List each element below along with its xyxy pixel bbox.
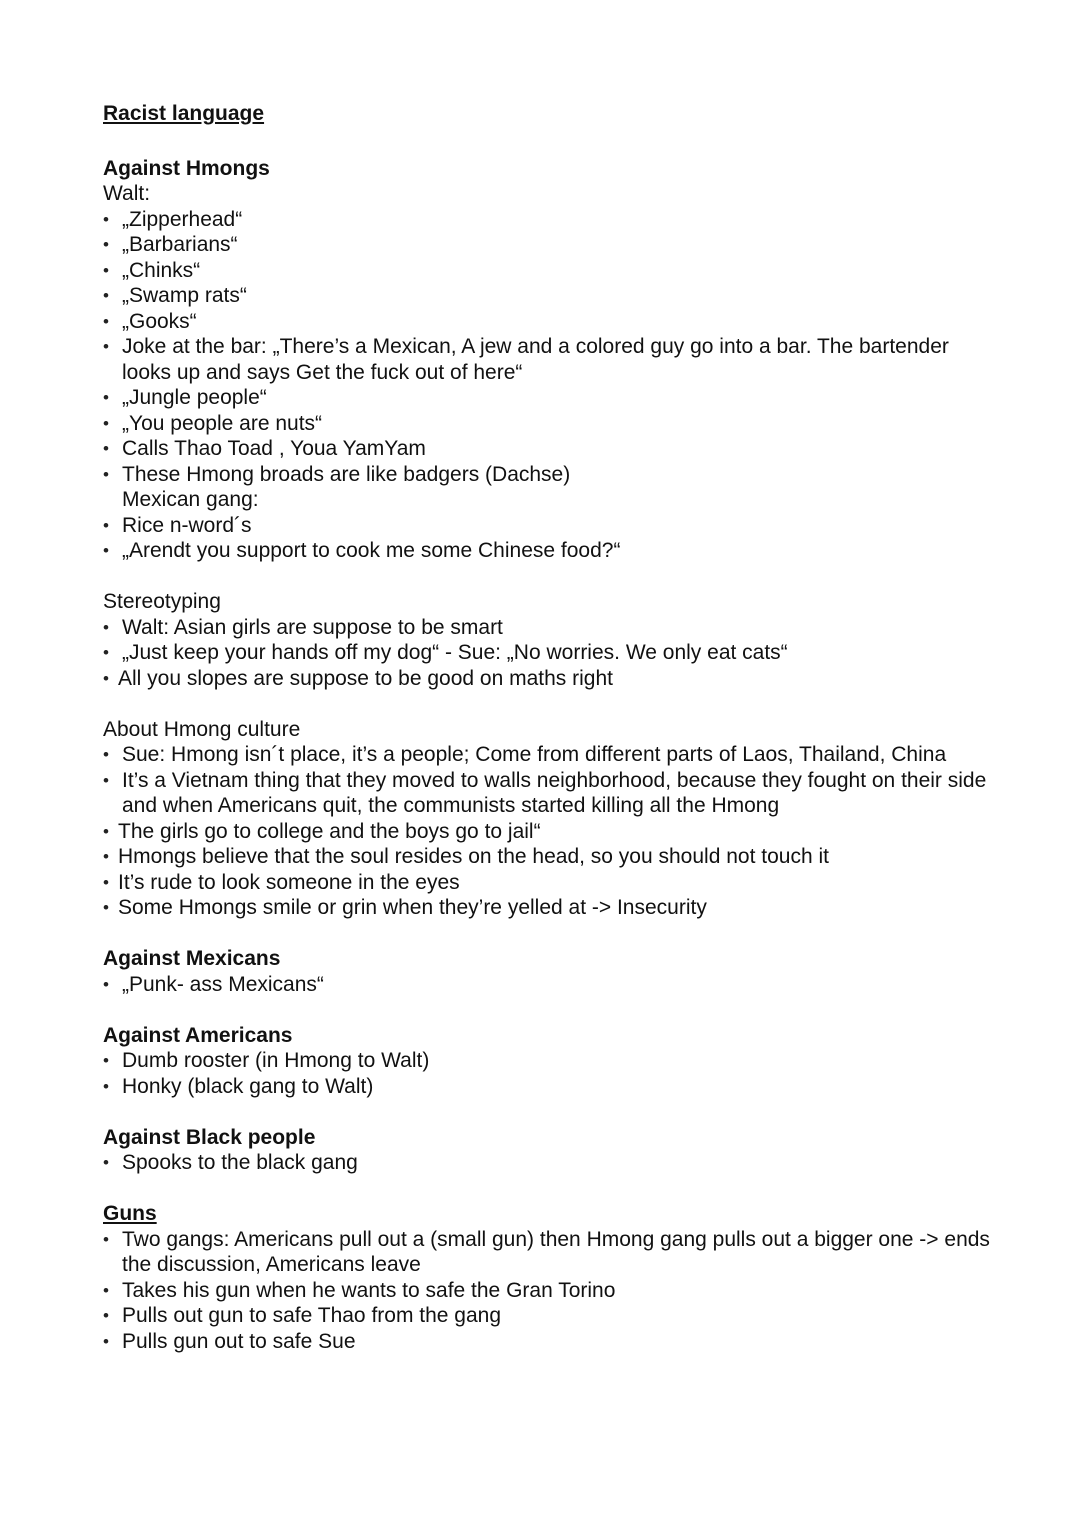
list-item: • Sue: Hmong isn´t place, it’s a people; Come from different parts of Laos, Thailand, China (103, 742, 1003, 768)
list-item: • „Just keep your hands off my dog“ - Sue: „No worries. We only eat cats“ (103, 640, 1003, 666)
heading-guns: Guns (103, 1202, 157, 1225)
culture-list-2 (103, 819, 1003, 921)
stereotyping-list-2 (103, 666, 1003, 692)
list-item: • „Chinks“ (103, 258, 1003, 284)
list-item: • Walt: Asian girls are suppose to be smart (103, 615, 1003, 641)
culture-list (103, 742, 1003, 819)
list-item: • „Gooks“ (103, 309, 1003, 335)
heading-against-hmongs: Against Hmongs (103, 156, 270, 180)
heading-against-americans: Against Americans (103, 1023, 293, 1047)
list-item: • Rice n-word´s (103, 513, 1003, 539)
black-list (103, 1150, 1003, 1176)
list-item: • „Swamp rats“ (103, 283, 1003, 309)
guns-list (103, 1227, 1003, 1355)
list-item: • „Punk- ass Mexicans“ (103, 972, 1003, 998)
list-item: • Honky (black gang to Walt) (103, 1074, 1003, 1100)
list-item: • Some Hmongs smile or grin when they’re yelled at -> Insecurity (103, 895, 1003, 921)
list-item: • Pulls gun out to safe Sue (103, 1329, 1003, 1355)
list-item: • „Arendt you support to cook me some Chinese food?“ (103, 538, 1003, 564)
heading-stereotyping: Stereotyping (103, 590, 221, 613)
list-item: • Joke at the bar: „There’s a Mexican, A jew and a colored guy go into a bar. The bartender looks up and says Get the fuck out of here“ (103, 334, 1003, 385)
list-item: • „Jungle people“ (103, 385, 1003, 411)
heading-against-mexicans: Against Mexicans (103, 947, 281, 970)
hmongs-list (103, 207, 1003, 564)
list-item: • Hmongs believe that the soul resides on the head, so you should not touch it (103, 844, 1003, 870)
heading-about-hmong-culture: About Hmong culture (103, 717, 301, 741)
list-item: • Calls Thao Toad , Youa YamYam (103, 436, 1003, 462)
list-item: • These Hmong broads are like badgers (Dachse) (103, 462, 1003, 488)
speaker-label: Walt: (103, 182, 151, 205)
list-item: • Takes his gun when he wants to safe the Gran Torino (103, 1278, 1003, 1304)
list-item: • It’s a Vietnam thing that they moved to walls neighborhood, because they fought on their side and when Americans quit, the communists started killing all the Hmong (103, 768, 1003, 819)
mexicans-list (103, 972, 1003, 998)
list-item: • Pulls out gun to safe Thao from the gang (103, 1303, 1003, 1329)
subheading-mexican-gang: Mexican gang: (122, 488, 259, 511)
list-item: • „Zipperhead“ (103, 207, 1003, 233)
document-title: Racist language (103, 102, 265, 125)
list-item: • Spooks to the black gang (103, 1150, 1003, 1176)
list-item: • All you slopes are suppose to be good on maths right (103, 666, 1003, 692)
americans-list (103, 1048, 1003, 1099)
list-item: • „You people are nuts“ (103, 411, 1003, 437)
list-item: • It’s rude to look someone in the eyes (103, 870, 1003, 896)
list-item: • „Barbarians“ (103, 232, 1003, 258)
stereotyping-list (103, 615, 1003, 666)
list-item: • Dumb rooster (in Hmong to Walt) (103, 1048, 1003, 1074)
heading-against-black-people: Against Black people (103, 1125, 316, 1149)
document-page (103, 101, 1003, 1354)
list-item: • Two gangs: Americans pull out a (small gun) then Hmong gang pulls out a bigger one -> ends the discussion, Americans leave (103, 1227, 1003, 1278)
list-item: • The girls go to college and the boys go to jail“ (103, 819, 1003, 845)
